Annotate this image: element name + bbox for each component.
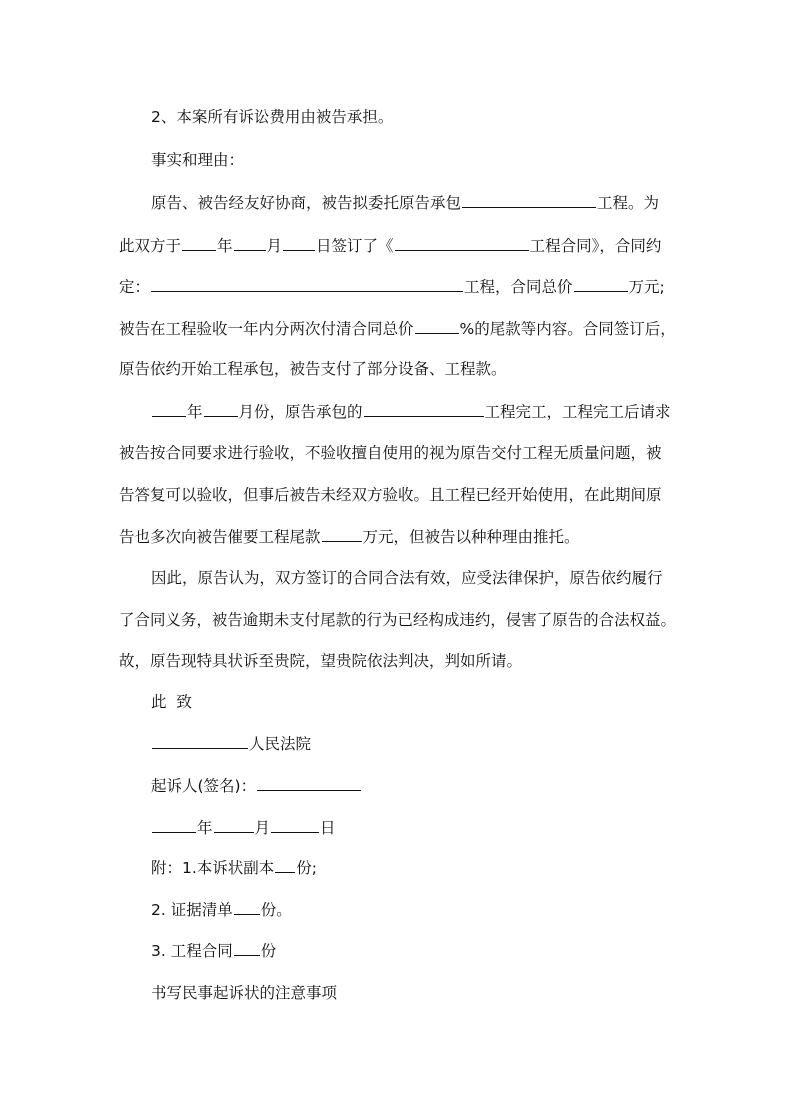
date-line: 年 月 日 (151, 817, 336, 838)
contracted-project-blank (364, 401, 484, 417)
project-blank (151, 276, 463, 292)
facts-line-3: 定： 工程，合同总价 万元; (119, 278, 665, 296)
plaintiff-signature-line: 起诉人(签名)： (151, 775, 362, 796)
sign-month-blank (214, 817, 254, 833)
facts-line-4: 被告在工程验收一年内分两次付清合同总价 %的尾款等内容。合同签订后， (119, 320, 676, 338)
paragraph-request-2: 2、本案所有诉讼费用由被告承担。 (151, 108, 394, 126)
court-name-blank (152, 733, 248, 749)
signature-blank (257, 775, 361, 791)
facts-line-2: 此双方于 年 月 日签订了《 工程合同》，合同约 (119, 237, 662, 255)
balance-amount-blank (322, 526, 362, 542)
facts-line-6: 年 月份，原告承包的 工程完工，工程完工后请求 (151, 401, 671, 422)
attachment-2: 2. 证据清单 份。 (151, 901, 292, 919)
salutation: 此 致 (151, 693, 192, 711)
percent-blank (415, 318, 459, 334)
attachment-1: 附：1.本诉状副本 份; (151, 859, 318, 877)
sign-day-blank (271, 817, 319, 833)
project-name-blank (462, 192, 596, 208)
facts-line-8: 告答复可以验收，但事后被告未经双方验收。且工程已经开始使用，在此期间原 (119, 486, 662, 504)
day-blank (283, 235, 315, 251)
evidence-copies-blank (234, 899, 260, 915)
copies-blank (275, 857, 295, 873)
completion-year-blank (152, 401, 186, 417)
sign-year-blank (152, 817, 196, 833)
total-price-blank (574, 276, 628, 292)
facts-line-1: 原告、被告经友好协商，被告拟委托原告承包 工程。为 (151, 194, 660, 212)
facts-line-5: 原告依约开始工程承包，被告支付了部分设备、工程款。 (119, 360, 507, 378)
court-line: 人民法院 (151, 733, 311, 754)
month-blank (234, 235, 266, 251)
facts-heading: 事实和理由： (151, 151, 245, 169)
contract-name-blank (395, 235, 529, 251)
reasoning-line-2: 了合同义务，被告逾期未支付尾款的行为已经构成违约，侵害了原告的合法权益。 (119, 611, 677, 629)
reasoning-line-1: 因此，原告认为，双方签订的合同合法有效，应受法律保护，原告依约履行 (151, 569, 663, 587)
facts-line-9: 告也多次向被告催要工程尾款 万元，但被告以种种理由推托。 (119, 528, 580, 546)
year-blank (182, 235, 216, 251)
facts-line-7: 被告按合同要求进行验收，不验收擅自使用的视为原告交付工程无质量问题，被 (119, 444, 662, 462)
notes-heading: 书写民事起诉状的注意事项 (151, 984, 338, 1002)
contract-copies-blank (234, 940, 260, 956)
attachment-3: 3. 工程合同 份 (151, 942, 277, 960)
reasoning-line-3: 故，原告现特具状诉至贵院，望贵院依法判决，判如所请。 (119, 652, 523, 670)
completion-month-blank (204, 401, 238, 417)
